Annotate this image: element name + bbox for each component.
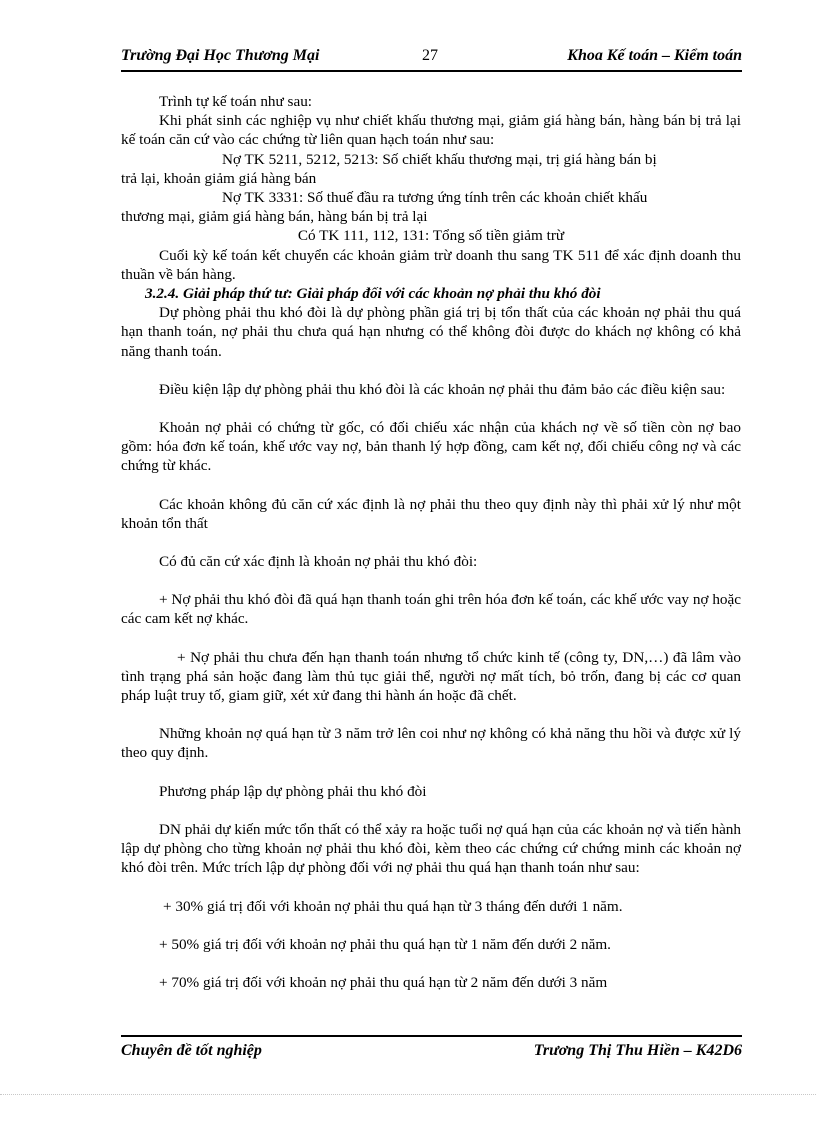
paragraph: Những khoản nợ quá hạn từ 3 năm trở lên coi như nợ không có khả năng thu hồi và được xử lý theo quy định. <box>121 725 741 762</box>
paragraph: Trình tự kế toán như sau: <box>159 93 313 110</box>
page-footer <box>121 1042 742 1066</box>
paragraph: Phương pháp lập dự phòng phải thu khó đòi <box>159 782 427 800</box>
page-header <box>121 47 742 71</box>
paragraph: trả lại, khoản giảm giá hàng bán <box>121 169 317 187</box>
paragraph: Nợ TK 5211, 5212, 5213: Số chiết khấu thương mại, trị giá hàng bán bị <box>222 150 657 168</box>
section-heading: 3.2.4. Giải pháp thứ tư: Giải pháp đối với các khoản nợ phải thu khó đòi <box>145 285 601 303</box>
paragraph: Dự phòng phải thu khó đòi là dự phòng phần giá trị bị tổn thất của các khoản nợ phải thu quá hạn thanh toán, nợ phải thu chưa quá hạn nhưng có thể không đòi được do khách nợ không có khả năng thanh toán. <box>121 304 741 360</box>
footer-author: Trương Thị Thu Hiền – K42D6 <box>533 1042 742 1059</box>
paragraph: Các khoản không đủ căn cứ xác định là nợ phải thu theo quy định này thì phải xử lý như một khoản tổn thất <box>121 495 741 532</box>
bullet-item: + 50% giá trị đối với khoản nợ phải thu quá hạn từ 1 năm đến dưới 2 năm. <box>159 935 611 953</box>
bullet-item: + 30% giá trị đối với khoản nợ phải thu quá hạn từ 3 tháng đến dưới 1 năm. <box>163 897 623 915</box>
paragraph: Cuối kỳ kế toán kết chuyển các khoản giảm trừ doanh thu sang TK 511 để xác định doanh thu thuần về bán hàng. <box>121 246 741 283</box>
header-school: Trường Đại Học Thương Mại <box>121 47 320 64</box>
footer-doc-type: Chuyên đề tốt nghiệp <box>121 1042 262 1059</box>
bullet-item: + Nợ phải thu khó đòi đã quá hạn thanh toán ghi trên hóa đơn kế toán, các khế ước vay nợ hoặc các cam kết nợ khác. <box>121 591 741 628</box>
bullet-item: + Nợ phải thu chưa đến hạn thanh toán nhưng tổ chức kinh tế (công ty, DN,…) đã lâm vào tình trạng phá sản hoặc đang làm thủ tục giải thể, người nợ mất tích, bỏ trốn, đang bị các cơ quan pháp luật truy tố, giam giữ, xét xử đang thi hành án hoặc đã chết. <box>121 648 741 705</box>
paragraph: thương mại, giảm giá hàng bán, hàng bán bị trả lại <box>121 208 428 226</box>
paragraph: DN phải dự kiến mức tổn thất có thể xảy ra hoặc tuổi nợ quá hạn của các khoản nợ và tiến hành lập dự phòng cho từng khoản nợ phải thu khó đòi, kèm theo các chứng cứ chứng minh các khoản nợ khó đòi trên. Mức trích lập dự phòng đối với nợ phải thu quá hạn thanh toán như sau: <box>121 820 741 877</box>
paragraph: Khi phát sinh các nghiệp vụ như chiết khấu thương mại, giảm giá hàng bán, hàng bán bị trả lại kế toán căn cứ vào các chứng từ liên quan hạch toán như sau: <box>121 112 741 149</box>
paragraph: Nợ TK 3331: Số thuế đầu ra tương ứng tính trên các khoản chiết khấu <box>222 189 648 207</box>
header-rule <box>121 70 742 72</box>
paragraph: Điều kiện lập dự phòng phải thu khó đòi là các khoản nợ phải thu đảm bảo các điều kiện sau: <box>159 380 726 398</box>
header-department: Khoa Kế toán – Kiểm toán <box>567 47 742 64</box>
page-number: 27 <box>422 47 438 64</box>
paragraph: Có đủ căn cứ xác định là khoản nợ phải thu khó đòi: <box>159 553 478 571</box>
bullet-item: + 70% giá trị đối với khoản nợ phải thu quá hạn từ 2 năm đến dưới 3 năm <box>159 973 608 991</box>
page-break-line <box>0 1094 816 1095</box>
document-body <box>121 92 741 992</box>
paragraph: Khoản nợ phải có chứng từ gốc, có đối chiếu xác nhận của khách nợ về số tiền còn nợ bao gồm: hóa đơn kế toán, khế ước vay nợ, bản thanh lý hợp đồng, cam kết nợ, đối chiếu công nợ và các chứng từ khác. <box>121 419 741 475</box>
footer-rule <box>121 1035 742 1037</box>
paragraph: Có TK 111, 112, 131: Tổng số tiền giảm trừ <box>297 227 565 245</box>
